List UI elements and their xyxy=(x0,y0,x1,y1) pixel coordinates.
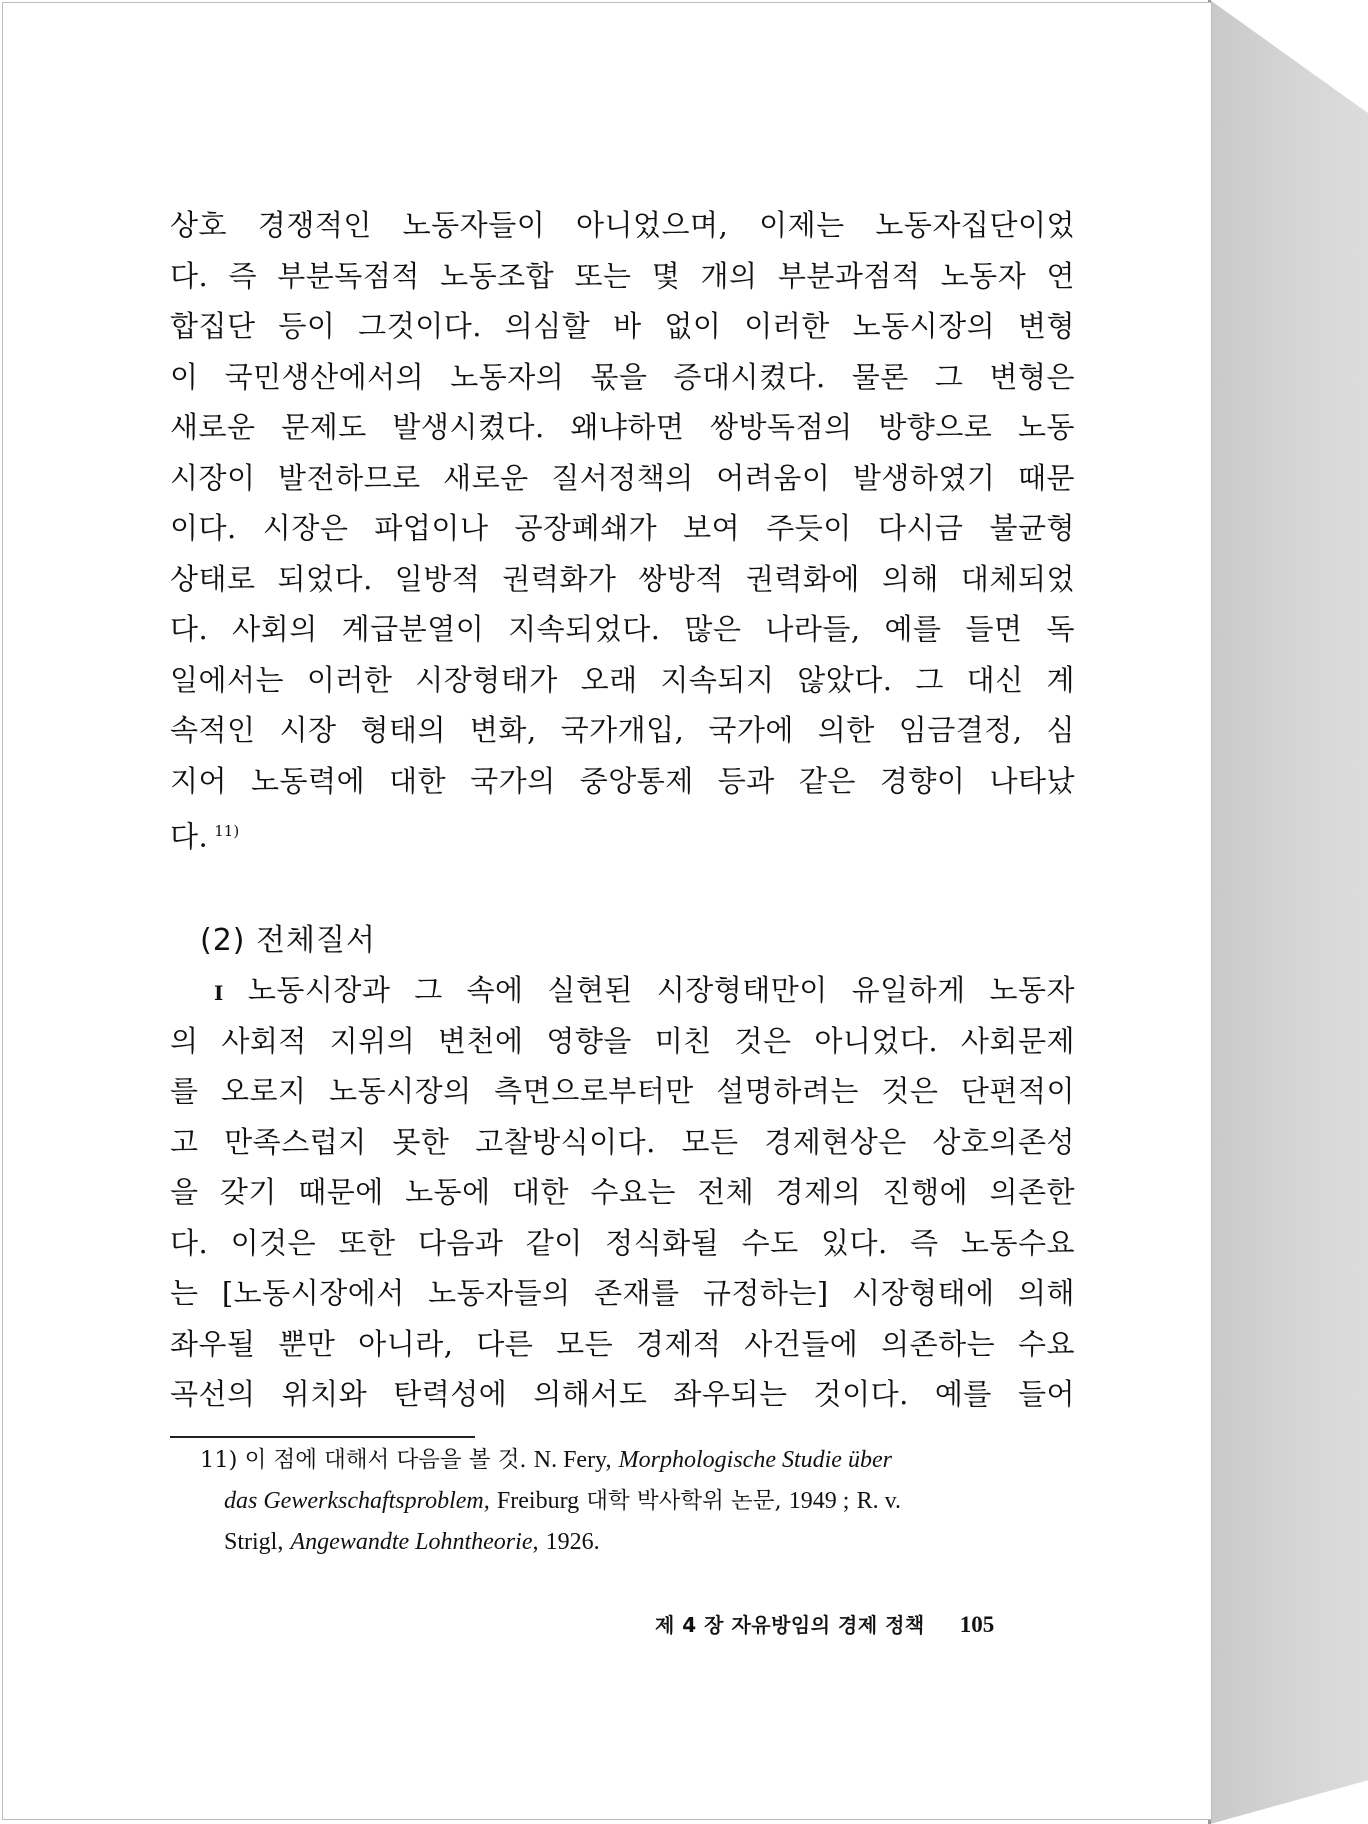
footnote xyxy=(200,1440,1080,1563)
text-line: 상태로 되었다. 일방적 권력화가 쌍방적 권력화에 의해 대체되었 xyxy=(170,561,1075,596)
footnote-line xyxy=(200,1522,1080,1563)
footnote-author: N. Fery, xyxy=(533,1447,612,1473)
text-line-last xyxy=(170,806,1075,857)
footnote-title: das Gewerkschaftsproblem, xyxy=(224,1488,490,1514)
text-line: 다. 이것은 또한 다음과 같이 정식화될 수도 있다. 즉 노동수요 xyxy=(170,1225,1075,1260)
paragraph-main xyxy=(170,200,1075,857)
page-block-edge xyxy=(1210,0,1368,1824)
text-line: 를 오로지 노동시장의 측면으로부터만 설명하려는 것은 단편적이 xyxy=(170,1074,1075,1108)
text-line: 상호 경쟁적인 노동자들이 아니었으며, 이제는 노동자집단이었 xyxy=(170,208,1075,242)
text-line-first xyxy=(170,965,1075,1016)
text-line: 곡선의 위치와 탄력성에 의해서도 좌우되는 것이다. 예를 들어 xyxy=(170,1377,1075,1411)
footnote-degree: 대학 박사학위 논문, xyxy=(586,1488,782,1514)
footnote-year: 1926. xyxy=(545,1529,600,1555)
text-line: 는 [노동시장에서 노동자들의 존재를 규정하는] 시장형태에 의해 xyxy=(170,1276,1075,1310)
text-line: 다. 즉 부분독점적 노동조합 또는 몇 개의 부분과점적 노동자 연 xyxy=(170,258,1075,293)
footnote-place: Freiburg xyxy=(496,1488,580,1514)
text-line: 시장이 발전하므로 새로운 질서정책의 어려움이 발생하였기 때문 xyxy=(170,460,1075,495)
footnote-title: Morphologische Studie über xyxy=(618,1447,892,1473)
footnote-line xyxy=(200,1440,1080,1481)
text-line: 좌우될 뿐만 아니라, 다른 모든 경제적 사건들에 의존하는 수요 xyxy=(170,1326,1075,1361)
text-line: 지어 노동력에 대한 국가의 중앙통제 등과 같은 경향이 나타났 xyxy=(170,763,1075,798)
paragraph-mark: I xyxy=(214,981,224,1005)
text-line-content: 노동시장과 그 속에 실현된 시장형태만이 유일하게 노동자 xyxy=(247,973,1075,1007)
running-footer xyxy=(655,1609,994,1638)
footnote-author: Strigl, xyxy=(224,1529,284,1555)
footnote-line xyxy=(200,1481,1080,1522)
page-number: 105 xyxy=(959,1612,995,1637)
footnote-divider xyxy=(170,1436,475,1438)
text-line: 을 갖기 때문에 노동에 대한 수요는 전체 경제의 진행에 의존한 xyxy=(170,1175,1075,1209)
footnote-author: R. v. xyxy=(856,1488,902,1514)
text-line: 일에서는 이러한 시장형태가 오래 지속되지 않았다. 그 대신 계 xyxy=(170,662,1075,697)
text-line: 다. 사회의 계급분열이 지속되었다. 많은 나라들, 예를 들면 독 xyxy=(170,612,1075,646)
footnote-number: 11) xyxy=(200,1447,238,1473)
paragraph-section xyxy=(170,965,1075,1420)
footnote-reference[interactable]: 11) xyxy=(214,822,240,840)
footnote-title: Angewandte Lohntheorie, xyxy=(290,1529,539,1555)
text-line: 의 사회적 지위의 변천에 영향을 미친 것은 아니었다. 사회문제 xyxy=(170,1023,1075,1058)
text-line: 속적인 시장 형태의 변화, 국가개입, 국가에 의한 임금결정, 심 xyxy=(170,713,1075,747)
footnote-intro: 이 점에 대해서 다음을 볼 것. xyxy=(244,1447,527,1473)
text-line: 이다. 시장은 파업이나 공장폐쇄가 보여 주듯이 다시금 불균형 xyxy=(170,511,1075,545)
text-line: 이 국민생산에서의 노동자의 몫을 증대시켰다. 물론 그 변형은 xyxy=(170,359,1075,394)
text-line: 새로운 문제도 발생시켰다. 왜냐하면 쌍방독점의 방향으로 노동 xyxy=(170,410,1075,444)
text-line: 합집단 등이 그것이다. 의심할 바 없이 이러한 노동시장의 변형 xyxy=(170,309,1075,343)
text-line: 고 만족스럽지 못한 고찰방식이다. 모든 경제현상은 상호의존성 xyxy=(170,1124,1075,1159)
section-heading: (2) 전체질서 xyxy=(200,923,376,958)
text-line-end: 다. xyxy=(170,819,209,854)
chapter-title: 제 4 장 자유방임의 경제 정책 xyxy=(655,1613,925,1637)
footnote-year: 1949 ; xyxy=(788,1488,850,1514)
